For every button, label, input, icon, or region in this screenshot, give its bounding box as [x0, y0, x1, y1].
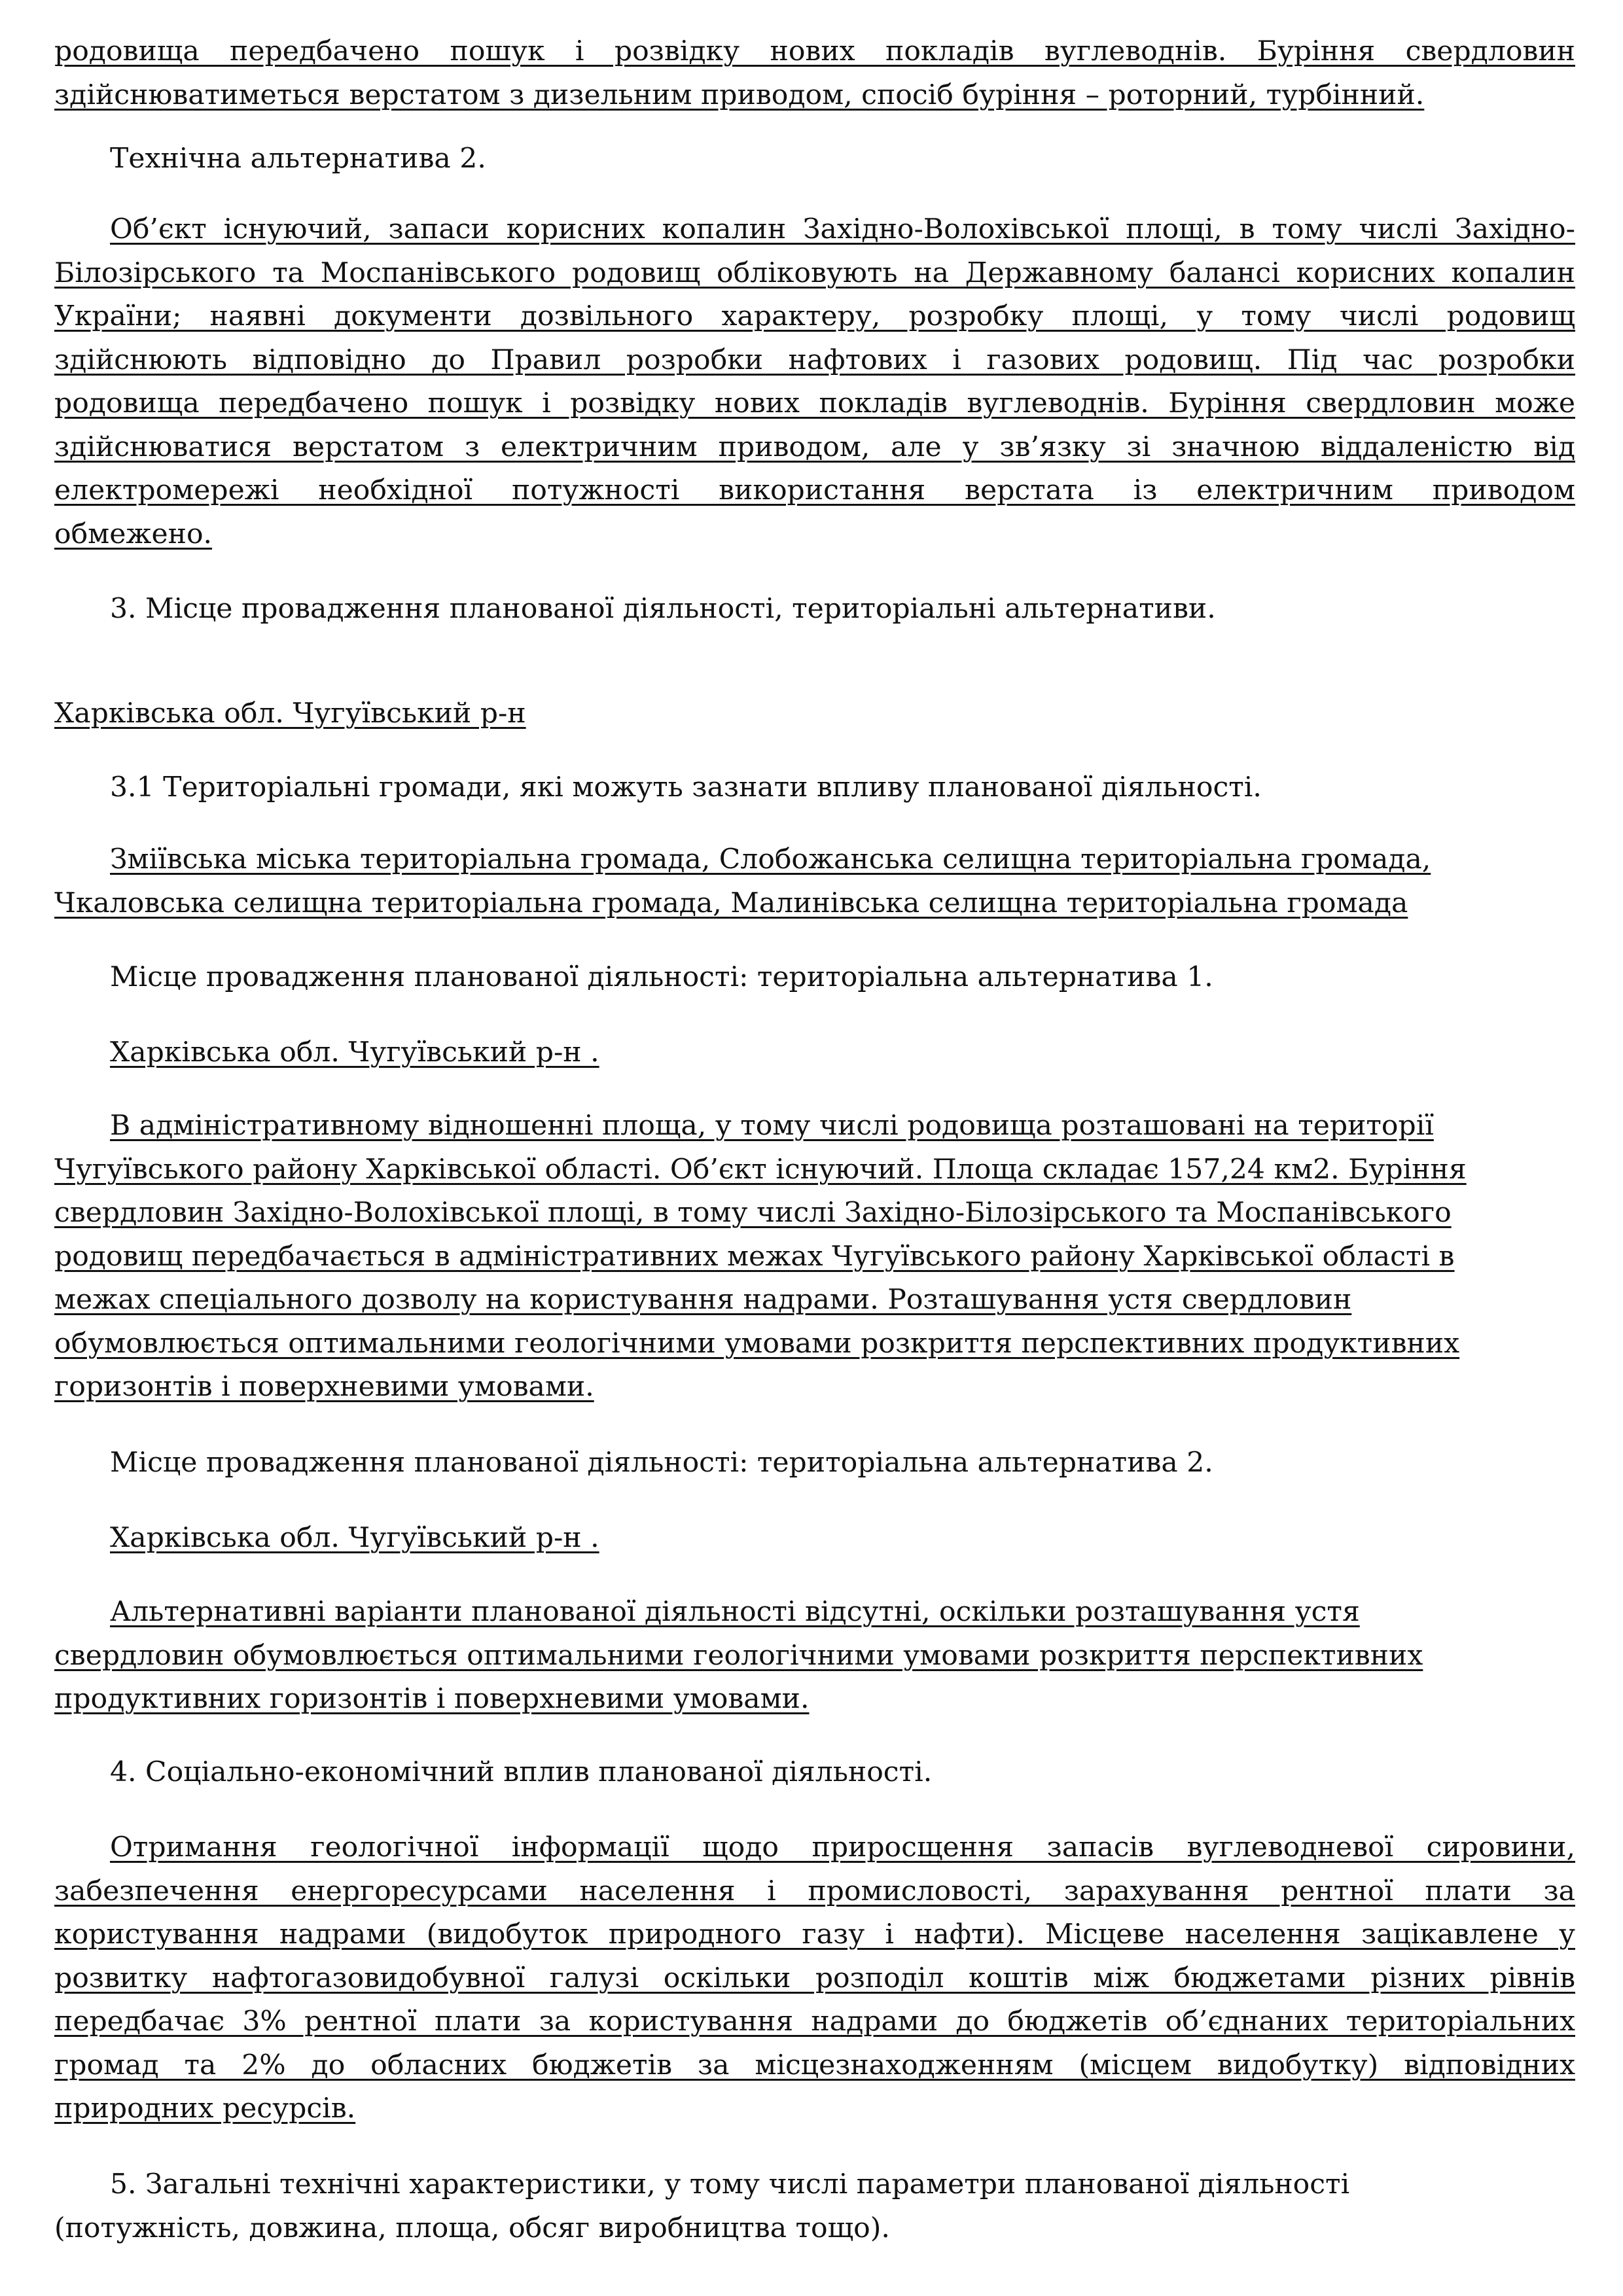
text-line: Харківська обл. Чугуївський р-н	[54, 698, 526, 730]
text-line: Об’єкт існуючий, запаси корисних копалин Західно-Волохівської площі, в тому числі Західно-	[110, 213, 1575, 245]
paragraph-drilling-alt1-continued	[54, 30, 1575, 117]
text-line: продуктивних горизонтів і поверхневими умовами.	[54, 1683, 810, 1715]
text-line: 3. Місце провадження планованої діяльності, територіальні альтернативи.	[110, 593, 1216, 625]
text-line: межах спеціального дозволу на користування надрами. Розташування устя свердловин	[54, 1284, 1352, 1316]
paragraph-communities-value	[54, 838, 1575, 925]
text-line: природних ресурсів.	[54, 2093, 356, 2125]
text-line: свердловин обумовлюється оптимальними геологічними умовами розкриття перспективних	[54, 1639, 1423, 1672]
paragraph-territorial-alt-1-text	[54, 1104, 1575, 1409]
text-line: Технічна альтернатива 2.	[110, 143, 486, 175]
text-line: обмежено.	[54, 518, 213, 550]
paragraph-territorial-alt-2-region	[54, 1517, 1575, 1561]
text-line: Отримання геологічної інформації щодо приросщення запасів вуглеводневої сировини,	[110, 1831, 1575, 1863]
text-line: електромережі необхідної потужності використання верстата із електричним приводом	[54, 474, 1575, 506]
text-line: (потужність, довжина, площа, обсяг виробництва тощо).	[54, 2212, 890, 2244]
text-line: Альтернативні варіанти планованої діяльності відсутні, оскільки розташування устя	[110, 1596, 1360, 1628]
text-line: здійснюють відповідно до Правил розробки нафтових і газових родовищ. Під час розробки	[54, 344, 1575, 376]
paragraph-tech-alt-2-text	[54, 208, 1575, 556]
paragraph-heading-3-1-communities	[54, 766, 1575, 810]
text-line: родовищ передбачається в адміністративних межах Чугуївського району Харківської області в	[54, 1240, 1455, 1273]
text-line: передбачає 3% рентної плати за користування надрами до бюджетів об’єднаних територіальних	[54, 2005, 1575, 2038]
paragraph-socioeconomic-text	[54, 1826, 1575, 2131]
paragraph-territorial-alt-2-text	[54, 1591, 1575, 1722]
text-line: Білозірського та Моспанівського родовищ обліковують на Державному балансі корисних копалин	[54, 256, 1575, 289]
text-line: 5. Загальні технічні характеристики, у тому числі параметри планованої діяльності	[110, 2168, 1350, 2200]
text-line: громад та 2% до обласних бюджетів за місцезнаходженням (місцем видобутку) відповідних	[54, 2049, 1575, 2081]
paragraph-heading-territorial-alt-2	[54, 1441, 1575, 1485]
text-line: Місце провадження планованої діяльності: територіальна альтернатива 2.	[110, 1447, 1213, 1479]
text-line: свердловин Західно-Волохівської площі, в тому числі Західно-Білозірського та Моспанівського	[54, 1197, 1452, 1229]
text-line: Місце провадження планованої діяльності: територіальна альтернатива 1.	[110, 961, 1213, 993]
text-line: 3.1 Територіальні громади, які можуть зазнати впливу планованої діяльності.	[110, 771, 1262, 804]
text-line: України; наявні документи дозвільного характеру, розробку площі, у тому числі родовищ	[54, 300, 1575, 332]
paragraph-region-value	[54, 692, 1575, 736]
text-line: Зміївська міська територіальна громада, Слобожанська селищна територіальна громада,	[110, 843, 1431, 875]
text-line: Чугуївського району Харківської області. Об’єкт існуючий. Площа складає 157,24 км2. Буріння	[54, 1153, 1467, 1186]
paragraph-heading-territorial-alt-1	[54, 956, 1575, 1000]
paragraph-heading-3-location	[54, 588, 1575, 631]
text-line: Харківська обл. Чугуївський р-н .	[110, 1522, 599, 1554]
paragraph-territorial-alt-1-region	[54, 1031, 1575, 1075]
text-line: родовища передбачено пошук і розвідку нових покладів вуглеводнів. Буріння свердловин	[54, 35, 1575, 67]
text-line: здійснюватиметься верстатом з дизельним приводом, спосіб буріння – роторний, турбінний.	[54, 79, 1425, 111]
text-line: обумовлюється оптимальними геологічними умовами розкриття перспективних продуктивних	[54, 1327, 1460, 1360]
text-line: родовища передбачено пошук і розвідку нових покладів вуглеводнів. Буріння свердловин може	[54, 387, 1575, 419]
text-line: Харківська обл. Чугуївський р-н .	[110, 1036, 599, 1069]
text-line: здійснюватися верстатом з електричним приводом, але у зв’язку зі значною віддаленістю від	[54, 431, 1575, 463]
text-line: розвитку нафтогазовидобувної галузі оскільки розподіл коштів між бюджетами різних рівнів	[54, 1962, 1575, 1994]
text-line: В адміністративному відношенні площа, у тому числі родовища розташовані на території	[110, 1110, 1434, 1142]
text-line: Чкаловська селищна територіальна громада, Малинівська селищна територіальна громада	[54, 887, 1408, 919]
paragraph-heading-4-socioeconomic	[54, 1751, 1575, 1795]
text-line: користування надрами (видобуток природного газу і нафти). Місцеве населення зацікавлене у	[54, 1918, 1575, 1951]
paragraph-heading-tech-alt-2	[54, 137, 1575, 181]
text-line: горизонтів і поверхневими умовами.	[54, 1371, 594, 1403]
paragraph-heading-5-technical	[54, 2163, 1575, 2250]
text-line: забезпечення енергоресурсами населення і промисловості, зарахування рентної плати за	[54, 1875, 1575, 1907]
text-line: 4. Соціально-економічний вплив планованої діяльності.	[110, 1756, 933, 1788]
